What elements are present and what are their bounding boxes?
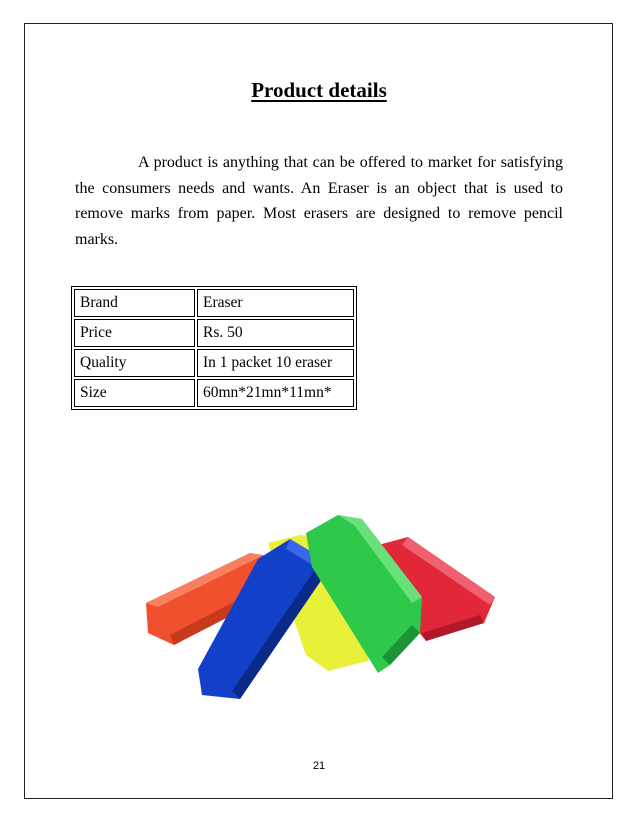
table-row — [74, 289, 354, 317]
table-key-cell: Quality — [74, 349, 195, 377]
table-row — [74, 379, 354, 407]
table-key-cell: Brand — [74, 289, 195, 317]
erasers-image — [140, 505, 500, 705]
table-key-cell: Price — [74, 319, 195, 347]
table-value-cell: Eraser — [197, 289, 354, 317]
page-title: Product details — [251, 78, 387, 102]
intro-paragraph: A product is anything that can be offered to market for satisfying the consumers needs and wants. An Eraser is an object that is used to remove marks from paper. Most erasers are designed to remove pencil marks. — [75, 154, 563, 248]
table-row — [74, 319, 354, 347]
table-key-cell: Size — [74, 379, 195, 407]
product-details-table — [71, 286, 357, 410]
table-row — [74, 349, 354, 377]
page-number: 21 — [312, 760, 326, 772]
table-value-cell: In 1 packet 10 eraser — [197, 349, 354, 377]
table-value-cell: 60mn*21mn*11mn* — [197, 379, 354, 407]
table-value-cell: Rs. 50 — [197, 319, 354, 347]
